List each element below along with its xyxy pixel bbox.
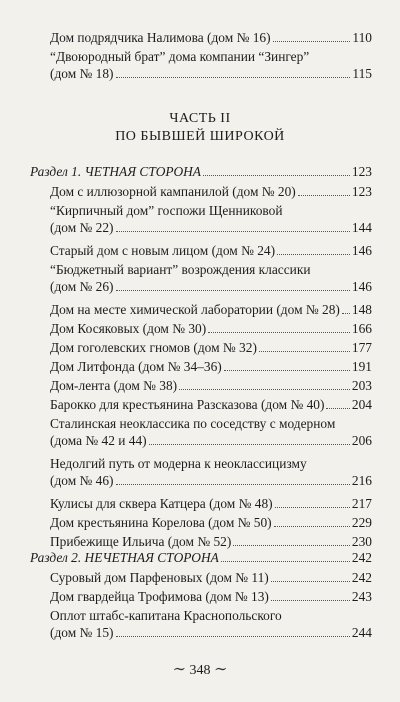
- toc-entry: [50, 607, 372, 641]
- toc-entry-page: 203: [351, 378, 372, 393]
- toc-entry-page: 144: [351, 220, 372, 235]
- toc-entry-page: 148: [351, 302, 372, 317]
- toc-entry: [50, 242, 372, 259]
- toc-entry: [50, 514, 372, 531]
- toc-entry-page: 204: [351, 397, 372, 412]
- toc-entry-title: Прибежище Ильича (дом № 52): [50, 534, 232, 549]
- toc-entry: [50, 455, 372, 489]
- toc-entry: [50, 261, 372, 295]
- toc-entry-page: 206: [351, 433, 372, 448]
- toc-entry-title-cont: (дом № 26): [50, 279, 114, 294]
- toc-entry-title: Дом крестьянина Корелова (дом № 50): [50, 515, 272, 530]
- page-footer: [0, 659, 400, 679]
- toc-entry-page: 217: [351, 496, 372, 511]
- toc-entry-page: 110: [352, 30, 372, 45]
- toc-entry-page: 216: [351, 473, 372, 488]
- toc-entry-title: “Кирпичный дом” госпожи Щенниковой: [50, 203, 283, 218]
- toc-entry-title: Оплот штабс-капитана Краснопольского: [50, 608, 282, 623]
- toc-entry-title: Дом с иллюзорной кампанилой (дом № 20): [50, 184, 296, 199]
- toc-entry: [50, 396, 372, 413]
- toc-entry: [50, 339, 372, 356]
- toc-entry-title: Суровый дом Парфеновых (дом № 11): [50, 570, 269, 585]
- part-subtitle: ПО БЫВШЕЙ ШИРОКОЙ: [115, 129, 285, 144]
- toc-entry: [50, 533, 372, 550]
- toc-entry: [50, 588, 372, 605]
- section-title: Раздел 2. НЕЧЕТНАЯ СТОРОНА: [30, 550, 219, 565]
- toc-entry-page: 146: [351, 279, 372, 294]
- section-page: 123: [351, 164, 372, 179]
- toc-entry-title: Барокко для крестьянина Разсказова (дом № 40): [50, 397, 325, 412]
- toc-entry-title: Дом подрядчика Налимова (дом № 16): [50, 30, 271, 45]
- toc-entry-page: 191: [351, 359, 372, 374]
- toc-entry-page: 177: [351, 340, 372, 355]
- toc-entry-page: 115: [352, 66, 372, 81]
- toc-entry: [50, 202, 372, 236]
- toc-entry-page: 242: [351, 570, 372, 585]
- section-heading: [30, 549, 372, 566]
- toc-entry-title: Дом Литфонда (дом № 34–36): [50, 359, 222, 374]
- toc-entry-title-cont: (дом № 18): [50, 66, 114, 81]
- toc-entry-title-cont: (дома № 42 и 44): [50, 433, 147, 448]
- toc-entry: [50, 48, 372, 82]
- toc-entry: [50, 495, 372, 512]
- toc-entry-title: “Бюджетный вариант” возрождения классики: [50, 262, 311, 277]
- toc-entry-title-cont: (дом № 46): [50, 473, 114, 488]
- toc-entry-title: “Двоюродный брат” дома компании “Зингер”: [50, 49, 310, 64]
- toc-entry: [50, 569, 372, 586]
- toc-entry-title-cont: (дом № 15): [50, 625, 114, 640]
- toc-entry: [50, 377, 372, 394]
- toc-entry-title: Дом гвардейца Трофимова (дом № 13): [50, 589, 269, 604]
- ornament-left-icon: ∼: [172, 661, 186, 678]
- toc-entry-title-cont: (дом № 22): [50, 220, 114, 235]
- toc-entry-title: Дом гоголевских гномов (дом № 32): [50, 340, 257, 355]
- toc-entry-title: Старый дом с новым лицом (дом № 24): [50, 243, 276, 258]
- toc-entry-title: Сталинская неоклассика по соседству с модерном: [50, 416, 336, 431]
- toc-entry: [50, 320, 372, 337]
- toc-entry-title: Недолгий путь от модерна к неоклассицизму: [50, 456, 307, 471]
- toc-entry-page: 243: [351, 589, 372, 604]
- toc-entry-page: 166: [351, 321, 372, 336]
- toc-entry: [50, 415, 372, 449]
- toc-entry-page: 146: [351, 243, 372, 258]
- section-heading: [30, 163, 372, 180]
- section-page: 242: [351, 550, 372, 565]
- toc-entry-title: Дом Косяковых (дом № 30): [50, 321, 207, 336]
- ornament-right-icon: ∼: [214, 661, 228, 678]
- toc-entry: [50, 301, 372, 318]
- toc-entry-title: Дом на месте химической лаборатории (дом № 28): [50, 302, 340, 317]
- part-title: ЧАСТЬ II: [169, 111, 231, 126]
- toc-entry: [50, 29, 372, 46]
- section-title: Раздел 1. ЧЕТНАЯ СТОРОНА: [30, 164, 201, 179]
- page-number: 348: [189, 663, 211, 678]
- toc-entry-page: 244: [351, 625, 372, 640]
- toc-entry-title: Кулисы для сквера Катцера (дом № 48): [50, 496, 273, 511]
- toc-entry: [50, 358, 372, 375]
- toc-entry-page: 123: [351, 184, 372, 199]
- toc-entry-title: Дом-лента (дом № 38): [50, 378, 178, 393]
- toc-entry-page: 229: [351, 515, 372, 530]
- toc-entry-page: 230: [351, 534, 372, 549]
- toc-entry: [50, 183, 372, 200]
